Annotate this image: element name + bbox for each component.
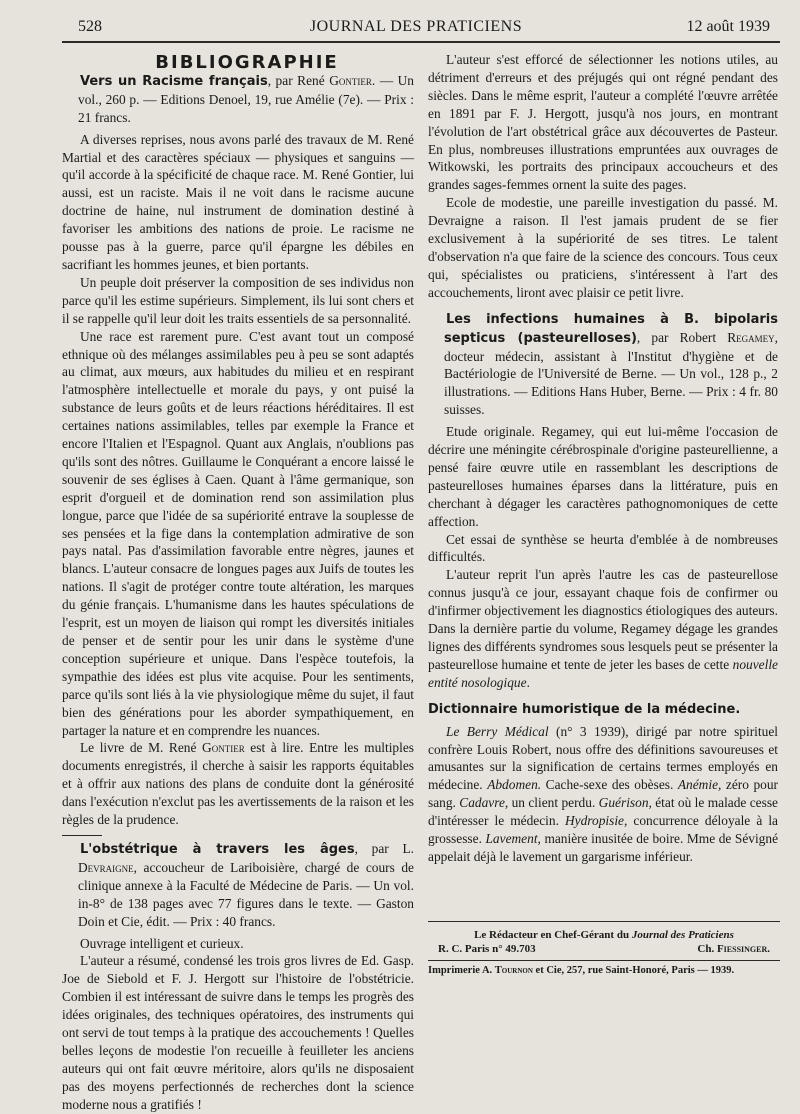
- text-run: est à lire. Entre les multiples documents enregistrés, il cherche à saisir les rapports équitables et à offrir aux nations des plans de conduite dont la générosité dans l'exécution n'exclut pas les avertissements de la raison et les règles de la prudence.: [62, 740, 415, 828]
- entry-title: L'obstétrique à travers les âges: [80, 841, 355, 857]
- entry-author: Devraigne: [78, 859, 134, 875]
- paragraph: Cet essai de synthèse se heurta d'emblée à de nombreuses difficultés.: [428, 531, 778, 565]
- text-run: L'auteur reprit l'un après l'autre les cas de pasteurellose connus jusqu'à ce jour, essayant chaque fois de confirmer ou d'infirmer objectivement les diagnostics étiologiques des auteurs. Dans la dernière partie du volume, Regamey dégage les grandes lignes des différents syndromes sous lesquels peut se présenter la pasteurellose humaine et tente de jeter les bases de cette: [428, 567, 778, 672]
- entry-author-prefix: , par René: [267, 72, 330, 88]
- paragraph: A diverses reprises, nous avons parlé des travaux de M. René Martial et des caractères spéciaux — physiques et sanguins — qu'il accorde à la spécificité de chaque race. M. René Gontier, lui aussi, est un raciste. Mais il ne voit dans le racisme aucune doctrine de haine, nul instrument de domination destiné à favoriser les ambitions des nations de proie. Le racisme ne pousse pas à la guerre, parce qu'il épargne les débiles en sacrifiant les hommes jeunes, et bien portants.: [62, 131, 414, 272]
- paragraph: Etude originale. Regamey, qui eut lui-même l'occasion de décrire une méningite cérébrospinale d'origine pasteurellienne, a pensé faire œuvre utile en rassemblant les descriptions de pasteurelloses humaines éparses dans la littérature, puis en cherchant à dégager les caractères pathognomoniques de cette affection.: [428, 424, 778, 529]
- printer-name: Tournon: [494, 965, 533, 976]
- definition-term: Abdomen.: [487, 777, 542, 793]
- definition-term: Guérison,: [598, 795, 652, 811]
- paragraph: [428, 566, 778, 691]
- paragraph: Une race est rarement pure. C'est avant tout un composé ethnique où des mélanges assimilables peu à peu se sont adaptés au climat, aux mœurs, aux habitudes du milieu et en respirant l'atmosphère intellectuelle et morale du pays, y ont puisé la substance de leurs goûts et de leurs réactions héréditaires. Il est certaines nations assimilables, telles par exemple la France et encore l'Italien et l'Espagnol. Quant aux Anglais, n'oublions pas qu'ils sont des nôtres. Guillaume le Conquérant a encore laissé le souvenir de ses églises à Caen. Quant à l'âme germanique, son esprit d'orgueil et de domination rend son assimilation plus longue, parce que l'idée de sa supériorité entrave la souplesse de ses pensées et la fige dans la contemplation admirative de son pays natal. Pas d'assimilation favorable entre nègres, jaunes et blancs. L'auteur consacre de longues pages aux Juifs de toutes les nations. Il s'agit de protéger contre toute altération, les marques du génie français. L'humanisme dans les hautes spéculations de l'esprit, est un moyen de liaison qui rompt les diversités initiales de penser et de sentir pour les unir dans le système d'une conception supérieure et unique. Dans l'espèce toutefois, la sympathie des idées est plus vite acquise. Pour les sentiments, parce qu'ils sont liés à la vie physiologique même du sujet, il faut bien des générations pour les aborder sympathiquement, en partager la nature et en comprendre les nuances.: [62, 328, 414, 738]
- paragraph: L'auteur s'est efforcé de sélectionner les notions utiles, au détriment d'erreurs et des préjugés qui ont régné pendant des siècles. Dans le même esprit, l'auteur a complété l'œuvre arrêtée en 1891 par F. J. Hergott, jusqu'à nos jours, en montrant l'évolution de l'art obstétrical grâce aux découvertes de Pasteur. En plus, nombreuses illustrations empruntées aux ouvrages de Witkowski, les portraits des principaux accoucheurs et des grandes sages-femmes ornent la suite des pages.: [428, 52, 778, 193]
- paragraph: Ecole de modestie, une pareille investigation du passé. M. Devraigne a raison. Il l'est jamais prudent de se fier exclusivement à la supériorité de ses titres. Le talent d'observation n'a que faire de la science des concours. Tous ceux qui, spécialistes ou praticiens, s'intéressent à l'art des accouchements, liront avec plaisir ce petit livre.: [428, 195, 778, 300]
- entry-title: Vers un Racisme français: [80, 73, 268, 89]
- paragraph: L'auteur a résumé, condensé les trois gros livres de Ed. Gasp. Joe de Siebold et F. J. Hergott sur l'histoire de l'obstétricie. Combien il est intéressant de suivre dans le temps les progrès des idées originales, des techniques opératoires, des instruments qui ont servi de tout temps à la pratique des accouchements ! Quelles belles leçons de modestie l'on recueille à feuilleter les anciens auteurs qui ont fait œuvre méritoire, alors qu'ils ne disposaient pas des moyens perfectionnés de recherches dont la science moderne nous a gratifiés !: [62, 953, 414, 1112]
- entry-author: Gontier: [329, 72, 372, 88]
- paragraph: Un peuple doit préserver la composition de ses individus non parce qu'il les estime supérieurs. Simplement, ils lui sont chers et il se rappelle qu'il leur doit les traits essentiels de sa personnalité.: [62, 274, 414, 326]
- entry-title: Dictionnaire humoristique de la médecine.: [428, 701, 741, 717]
- text-run: Le Rédacteur en Chef-Gérant du: [474, 929, 632, 941]
- text-run: .: [526, 674, 530, 690]
- printer-footer: [428, 960, 780, 976]
- editor-line: [428, 929, 780, 941]
- entry-separator: [62, 835, 102, 836]
- registration-line: [428, 941, 780, 955]
- text-run: Imprimerie A.: [428, 965, 495, 976]
- text-run: et Cie, 257, rue Saint-Honoré, Paris — 1939.: [532, 965, 735, 976]
- editor-footer: [428, 921, 780, 955]
- journal-title: JOURNAL DES PRATICIENS: [309, 18, 523, 35]
- page-header: [62, 16, 770, 38]
- definition-text: manière inusitée de boire. Mme de Sévigné appelait déjà le lavement un gargarisme inférieur.: [428, 831, 779, 864]
- definition-text: Cache-sexe des obèses.: [541, 777, 678, 793]
- entry-details: , accoucheur de Lariboisière, chargé de cours de clinique annexe à la Faculté de Médecine de Paris. — Un vol. in-8° de 138 pages avec 77 figures dans le texte. — Gaston Doin et Cie, édit. — Prix : 40 francs.: [78, 859, 414, 929]
- entry-infections-header: [428, 310, 778, 419]
- definition-term: Lavement,: [485, 831, 541, 847]
- editor-surname: Fiessinger.: [716, 943, 770, 955]
- header-rule: [62, 41, 780, 43]
- section-title: BIBLIOGRAPHIE: [155, 52, 339, 73]
- text-run: (n° 3 1939), dirigé par notre spirituel confrère Louis Robert, nous offre des définitions savoureuses et amusantes sur la signification de certains termes employés en médecine.: [428, 723, 778, 793]
- journal-name: Journal des Praticiens: [631, 929, 734, 941]
- entry-details: . — Un vol., 260 p. — Editions Denoel, 19, rue Amélie (7e). — Prix : 21 francs.: [78, 72, 414, 125]
- definition-text: concurrence déloyale à la grossesse.: [428, 813, 778, 847]
- entry-details: , docteur médecin, assistant à l'Institut d'hygiène et de Bactériologie de l'Université de Berne. — Un vol., 128 p., 2 illustrations. — Editions Hans Huber, Berne. — Prix : 4 fr. 80 suisses.: [444, 329, 779, 418]
- definition-term: Hydropisie,: [564, 813, 628, 829]
- definition-text: état où le malade cesse d'intéresser le médecin.: [428, 795, 778, 829]
- entry-author: Regamey: [727, 329, 775, 345]
- entry-title: Les infections humaines à B. bipolaris septicus (pasteurelloses): [444, 311, 778, 346]
- right-column: [428, 51, 778, 866]
- text-run: Le livre de M. René: [80, 740, 203, 756]
- definition-term: Anémie,: [677, 777, 722, 793]
- paragraph: Ouvrage intelligent et curieux.: [80, 935, 244, 951]
- registration-number: R. C. Paris n° 49.703: [438, 943, 536, 955]
- issue-date: 12 août 1939: [686, 18, 770, 35]
- definition-term: Cadavre,: [459, 795, 509, 811]
- left-column: [62, 54, 414, 1114]
- definition-text: zéro pour sang.: [428, 777, 779, 811]
- paragraph: [428, 723, 778, 866]
- entry-obstetrique-header: [62, 840, 414, 931]
- entry-racisme-header: [62, 72, 414, 127]
- definition-text: un client perdu.: [508, 795, 599, 811]
- paragraph: [62, 739, 414, 829]
- emphasis: Le Berry Médical: [446, 723, 549, 739]
- author-name: Gontier: [202, 740, 245, 756]
- entry-author-prefix: , par Robert: [636, 329, 728, 345]
- entry-author-prefix: , par L.: [354, 840, 414, 856]
- page-number: 528: [78, 18, 102, 35]
- emphasis: nouvelle entité nosologique: [428, 656, 778, 690]
- entry-dictionnaire-header: [428, 700, 778, 719]
- text-run: Ch.: [697, 943, 717, 955]
- editor-name: [697, 943, 770, 955]
